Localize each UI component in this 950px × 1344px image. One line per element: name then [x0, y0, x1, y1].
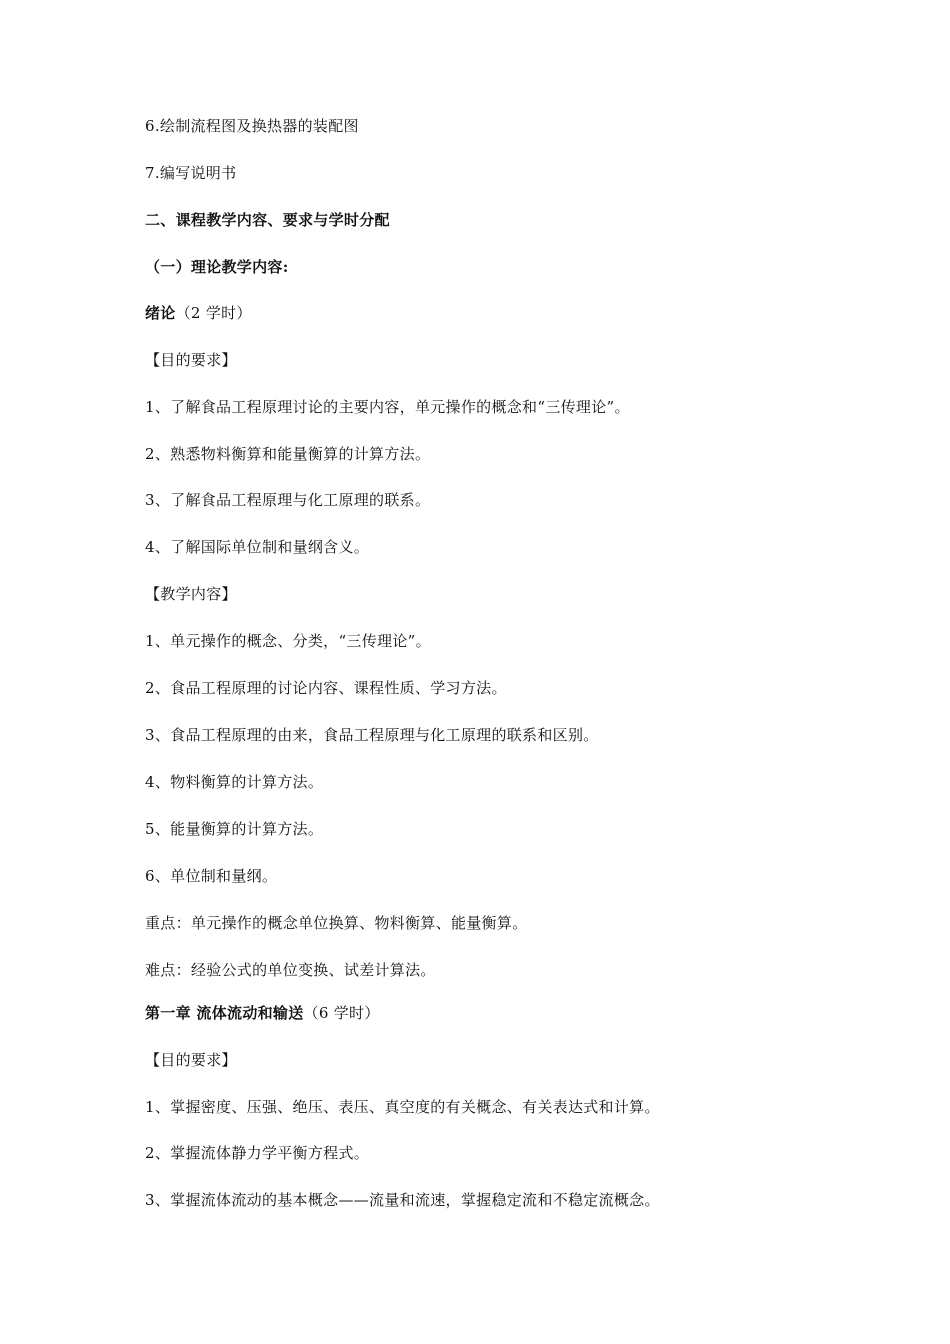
objective-item: 2、熟悉物料衡算和能量衡算的计算方法。	[145, 445, 431, 463]
chapter-heading-1	[145, 1003, 380, 1023]
chapter-title-1: 第一章 流体流动和输送	[145, 1004, 304, 1022]
section-heading: 二、课程教学内容、要求与学时分配	[145, 211, 390, 229]
objective-item: 4、了解国际单位制和量纲含义。	[145, 538, 370, 556]
chapter-title-intro: 绪论	[145, 304, 176, 322]
content-item: 3、食品工程原理的由来，食品工程原理与化工原理的联系和区别。	[145, 726, 599, 744]
chapter-heading-intro	[145, 303, 252, 323]
objective-item: 2、掌握流体静力学平衡方程式。	[145, 1144, 370, 1162]
chapter-hours-1: （6 学时）	[303, 1004, 380, 1022]
objectives-heading: 【目的要求】	[145, 1051, 237, 1069]
difficult-points: 难点：经验公式的单位变换、试差计算法。	[145, 961, 436, 979]
content-heading: 【教学内容】	[145, 585, 237, 603]
objective-item: 3、掌握流体流动的基本概念——流量和流速，掌握稳定流和不稳定流概念。	[145, 1191, 660, 1209]
content-item: 1、单元操作的概念、分类，“三传理论”。	[145, 632, 431, 650]
key-points: 重点：单元操作的概念单位换算、物料衡算、能量衡算。	[145, 914, 528, 932]
subsection-heading: （一）理论教学内容:	[145, 258, 289, 276]
objective-item: 1、了解食品工程原理讨论的主要内容，单元操作的概念和“三传理论”。	[145, 398, 630, 416]
objective-item: 3、了解食品工程原理与化工原理的联系。	[145, 491, 431, 509]
content-item: 5、能量衡算的计算方法。	[145, 820, 324, 838]
content-item: 4、物料衡算的计算方法。	[145, 773, 324, 791]
list-item-step-7: 7.编写说明书	[145, 164, 237, 182]
chapter-hours-intro: （2 学时）	[175, 304, 252, 322]
objectives-heading: 【目的要求】	[145, 351, 237, 369]
objective-item: 1、掌握密度、压强、绝压、表压、真空度的有关概念、有关表达式和计算。	[145, 1098, 660, 1116]
content-item: 6、单位制和量纲。	[145, 867, 278, 885]
list-item-step-6: 6.绘制流程图及换热器的装配图	[145, 117, 359, 135]
content-item: 2、食品工程原理的讨论内容、课程性质、学习方法。	[145, 679, 507, 697]
